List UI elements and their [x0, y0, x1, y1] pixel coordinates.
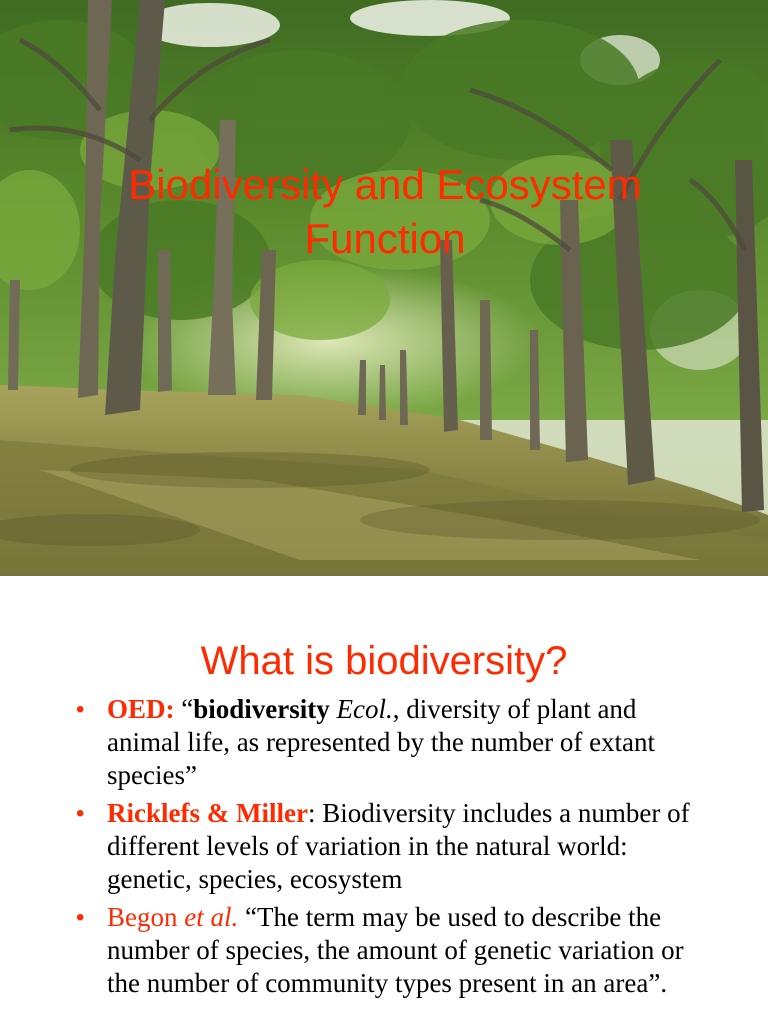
bullet-text: , diversity of plant and animal life, as represented by the number of extant species”	[107, 694, 656, 790]
definition-list	[76, 693, 716, 1005]
bullet-ricklefs	[76, 797, 716, 896]
bullet-icon: •	[76, 904, 85, 931]
title-line-2: Function	[304, 215, 466, 262]
bullet-label: OED:	[107, 694, 175, 724]
bullet-text: : Biodiversity includes a number of different levels of variation in the natural world: genetic, species, ecosystem	[107, 798, 690, 894]
bullet-term-abbrev: Ecol.	[329, 694, 393, 724]
bullet-label-italic: et al.	[177, 902, 239, 932]
title-slide-heading	[60, 158, 710, 266]
bullet-label: Begon	[107, 902, 178, 932]
bullet-icon: •	[76, 800, 85, 827]
bullet-quote-open: “	[174, 694, 194, 724]
definition-slide	[0, 576, 768, 1024]
bullet-text: “The term may be used to describe the number of species, the amount of genetic variation or the number of community types present in an area”.	[107, 902, 684, 998]
bullet-icon: •	[76, 696, 85, 723]
bullet-oed	[76, 693, 716, 792]
title-line-1: Biodiversity and Ecosystem	[128, 161, 642, 208]
slide-heading: What is biodiversity?	[200, 639, 568, 683]
bullet-label: Ricklefs & Miller	[107, 798, 308, 828]
bullet-term: biodiversity	[193, 694, 330, 724]
bullet-begon	[76, 901, 716, 1000]
